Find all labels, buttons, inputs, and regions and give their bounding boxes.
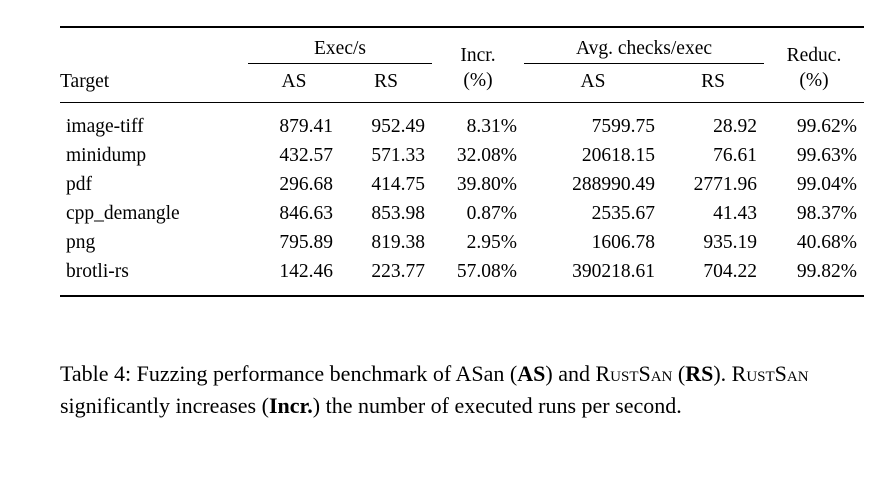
table-row (60, 257, 864, 286)
cell-exec-as: 296.68 (279, 173, 333, 195)
cell-exec-rs: 223.77 (371, 260, 425, 282)
caption-as-bold: AS (517, 361, 546, 386)
cell-incr: 0.87% (466, 202, 517, 224)
cell-target: image-tiff (66, 115, 144, 137)
table-header (60, 27, 864, 112)
caption-rs-bold: RS (685, 361, 714, 386)
cell-reduc: 99.82% (796, 260, 857, 282)
caption-rustsan-1: RustSan (595, 361, 673, 386)
table-caption (60, 358, 850, 422)
caption-label: Table 4: (60, 361, 132, 386)
caption-part2: ) and (545, 361, 596, 386)
header-reduc (764, 38, 864, 103)
caption-part1: Fuzzing performance benchmark of ASan ( (131, 361, 518, 386)
cell-checks-as: 390218.61 (572, 260, 655, 282)
cell-target: pdf (66, 173, 92, 195)
cell-target: png (66, 231, 96, 253)
body-top-spacer (60, 103, 864, 112)
table-row (60, 170, 864, 199)
cell-reduc: 99.63% (796, 144, 857, 166)
table-footer (60, 286, 864, 297)
cell-incr: 2.95% (466, 231, 517, 253)
header-incr (432, 38, 524, 103)
header-target: Target (60, 71, 110, 92)
cell-exec-rs: 819.38 (371, 231, 425, 253)
table-row (60, 112, 864, 141)
header-checks-rs: RS (701, 71, 725, 92)
cell-incr: 57.08% (456, 260, 517, 282)
caption-part5: significantly increases ( (60, 392, 269, 418)
header-incr-line1: Incr. (460, 45, 496, 67)
cell-target: minidump (66, 144, 147, 166)
benchmark-table (60, 26, 864, 297)
cell-reduc: 40.68% (796, 231, 857, 253)
header-group-execs: Exec/s (248, 38, 432, 64)
cell-checks-rs: 76.61 (713, 144, 757, 166)
header-reduc-line1: Reduc. (786, 45, 842, 67)
cell-checks-rs: 704.22 (703, 260, 757, 282)
header-execs-as: AS (281, 71, 307, 92)
cell-exec-as: 795.89 (279, 231, 333, 253)
header-group-row (60, 38, 864, 64)
caption-part3: ( (672, 361, 686, 386)
caption-part4: ). (713, 361, 732, 386)
cell-checks-as: 1606.78 (591, 231, 655, 253)
cell-exec-rs: 952.49 (371, 115, 425, 137)
cell-reduc: 99.04% (796, 173, 857, 195)
body-bottom-spacer (60, 286, 864, 296)
header-incr-line2: (%) (463, 69, 493, 91)
table-row (60, 199, 864, 228)
cell-exec-as: 142.46 (279, 260, 333, 282)
header-top-spacer (60, 28, 864, 38)
table-row (60, 228, 864, 257)
cell-exec-rs: 571.33 (371, 144, 425, 166)
cell-target: cpp_demangle (66, 202, 180, 224)
cell-target: brotli-rs (66, 260, 129, 282)
cell-incr: 32.08% (456, 144, 517, 166)
table-body (60, 112, 864, 286)
header-execs-rs: RS (374, 71, 398, 92)
cell-incr: 39.80% (456, 173, 517, 195)
caption-incr-bold: Incr. (268, 392, 313, 418)
cell-checks-as: 288990.49 (572, 173, 655, 195)
cell-exec-rs: 414.75 (371, 173, 425, 195)
cell-incr: 8.31% (466, 115, 517, 137)
cell-exec-as: 846.63 (279, 202, 333, 224)
cell-checks-rs: 41.43 (713, 202, 757, 224)
table-bottom-rule (60, 296, 864, 297)
caption-rustsan-2: RustSan (731, 361, 809, 386)
table-row (60, 141, 864, 170)
cell-checks-rs: 2771.96 (693, 173, 757, 195)
cell-exec-rs: 853.98 (371, 202, 425, 224)
header-checks-as: AS (580, 71, 606, 92)
cell-checks-as: 7599.75 (591, 115, 655, 137)
cell-checks-as: 20618.15 (581, 144, 655, 166)
cell-checks-as: 2535.67 (591, 202, 655, 224)
cell-checks-rs: 935.19 (703, 231, 757, 253)
cell-reduc: 98.37% (796, 202, 857, 224)
header-group-checks: Avg. checks/exec (524, 38, 764, 64)
cell-exec-as: 432.57 (279, 144, 333, 166)
cell-exec-as: 879.41 (279, 115, 333, 137)
cell-checks-rs: 28.92 (713, 115, 757, 137)
header-reduc-line2: (%) (799, 69, 829, 91)
cell-reduc: 99.62% (796, 115, 857, 137)
caption-part6: ) the number of executed runs per second. (312, 392, 682, 418)
